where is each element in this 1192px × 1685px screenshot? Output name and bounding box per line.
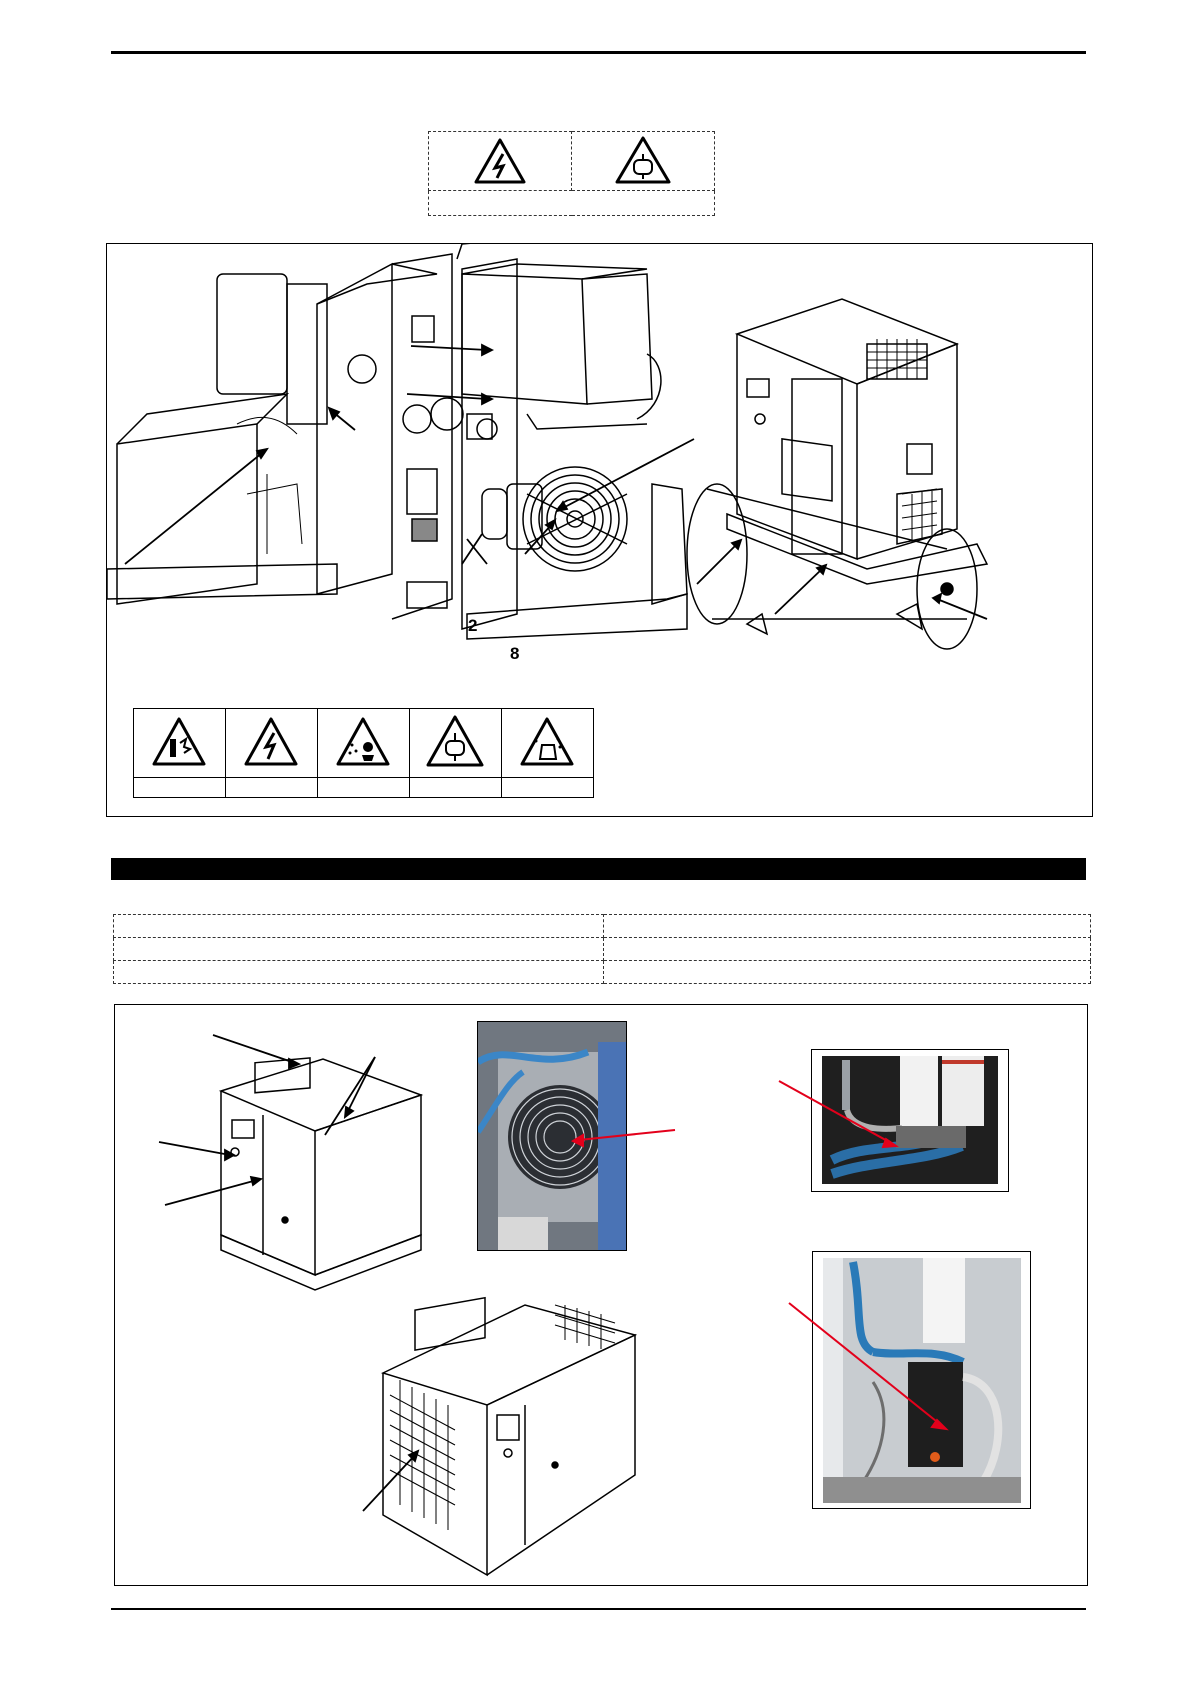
header-rule <box>111 51 1086 54</box>
separator-photo-image <box>813 1252 1030 1508</box>
callout-2: 2 <box>468 616 478 635</box>
table-cell <box>604 938 1091 961</box>
noise-vibration-hazard-icon <box>502 709 593 777</box>
table-cell <box>604 961 1091 984</box>
upper-figure-frame <box>106 243 1093 817</box>
callout-8: 8 <box>510 644 520 663</box>
lower-figure-frame <box>114 1004 1088 1586</box>
fan-photo-image <box>478 1022 626 1250</box>
warning-caption-cell <box>429 191 715 216</box>
warning-cell-pressure <box>572 132 715 191</box>
electric-shock-warning-icon <box>429 132 571 190</box>
electric-shock-warning-icon <box>226 709 317 777</box>
caption-cell-2 <box>226 778 318 798</box>
pressure-vessel-warning-icon <box>572 132 714 190</box>
warning-cell-noise <box>502 709 594 778</box>
table-cell <box>114 961 604 984</box>
separator-photo <box>812 1251 1031 1509</box>
top-warning-table <box>428 131 715 216</box>
explosion-hazard-icon <box>134 709 225 777</box>
caption-cell-4 <box>410 778 502 798</box>
warning-cell-pressure-2 <box>410 709 502 778</box>
hot-surface-spray-icon <box>318 709 409 777</box>
section-heading-bar <box>111 858 1086 880</box>
pressure-vessel-warning-icon <box>410 709 501 777</box>
hose-photo-1 <box>811 1049 1009 1192</box>
caption-cell-1 <box>134 778 226 798</box>
hose-photo-1-image <box>812 1050 1008 1191</box>
maintenance-table <box>113 914 1091 984</box>
bottom-warning-table <box>133 708 594 798</box>
warning-cell-electric <box>429 132 572 191</box>
table-cell <box>604 915 1091 938</box>
warning-cell-hot-spray <box>318 709 410 778</box>
footer-rule <box>111 1608 1086 1610</box>
warning-cell-explosion <box>134 709 226 778</box>
caption-cell-3 <box>318 778 410 798</box>
table-cell <box>114 915 604 938</box>
warning-cell-electric-2 <box>226 709 318 778</box>
table-cell <box>114 938 604 961</box>
fan-photo <box>477 1021 627 1251</box>
caption-cell-5 <box>502 778 594 798</box>
